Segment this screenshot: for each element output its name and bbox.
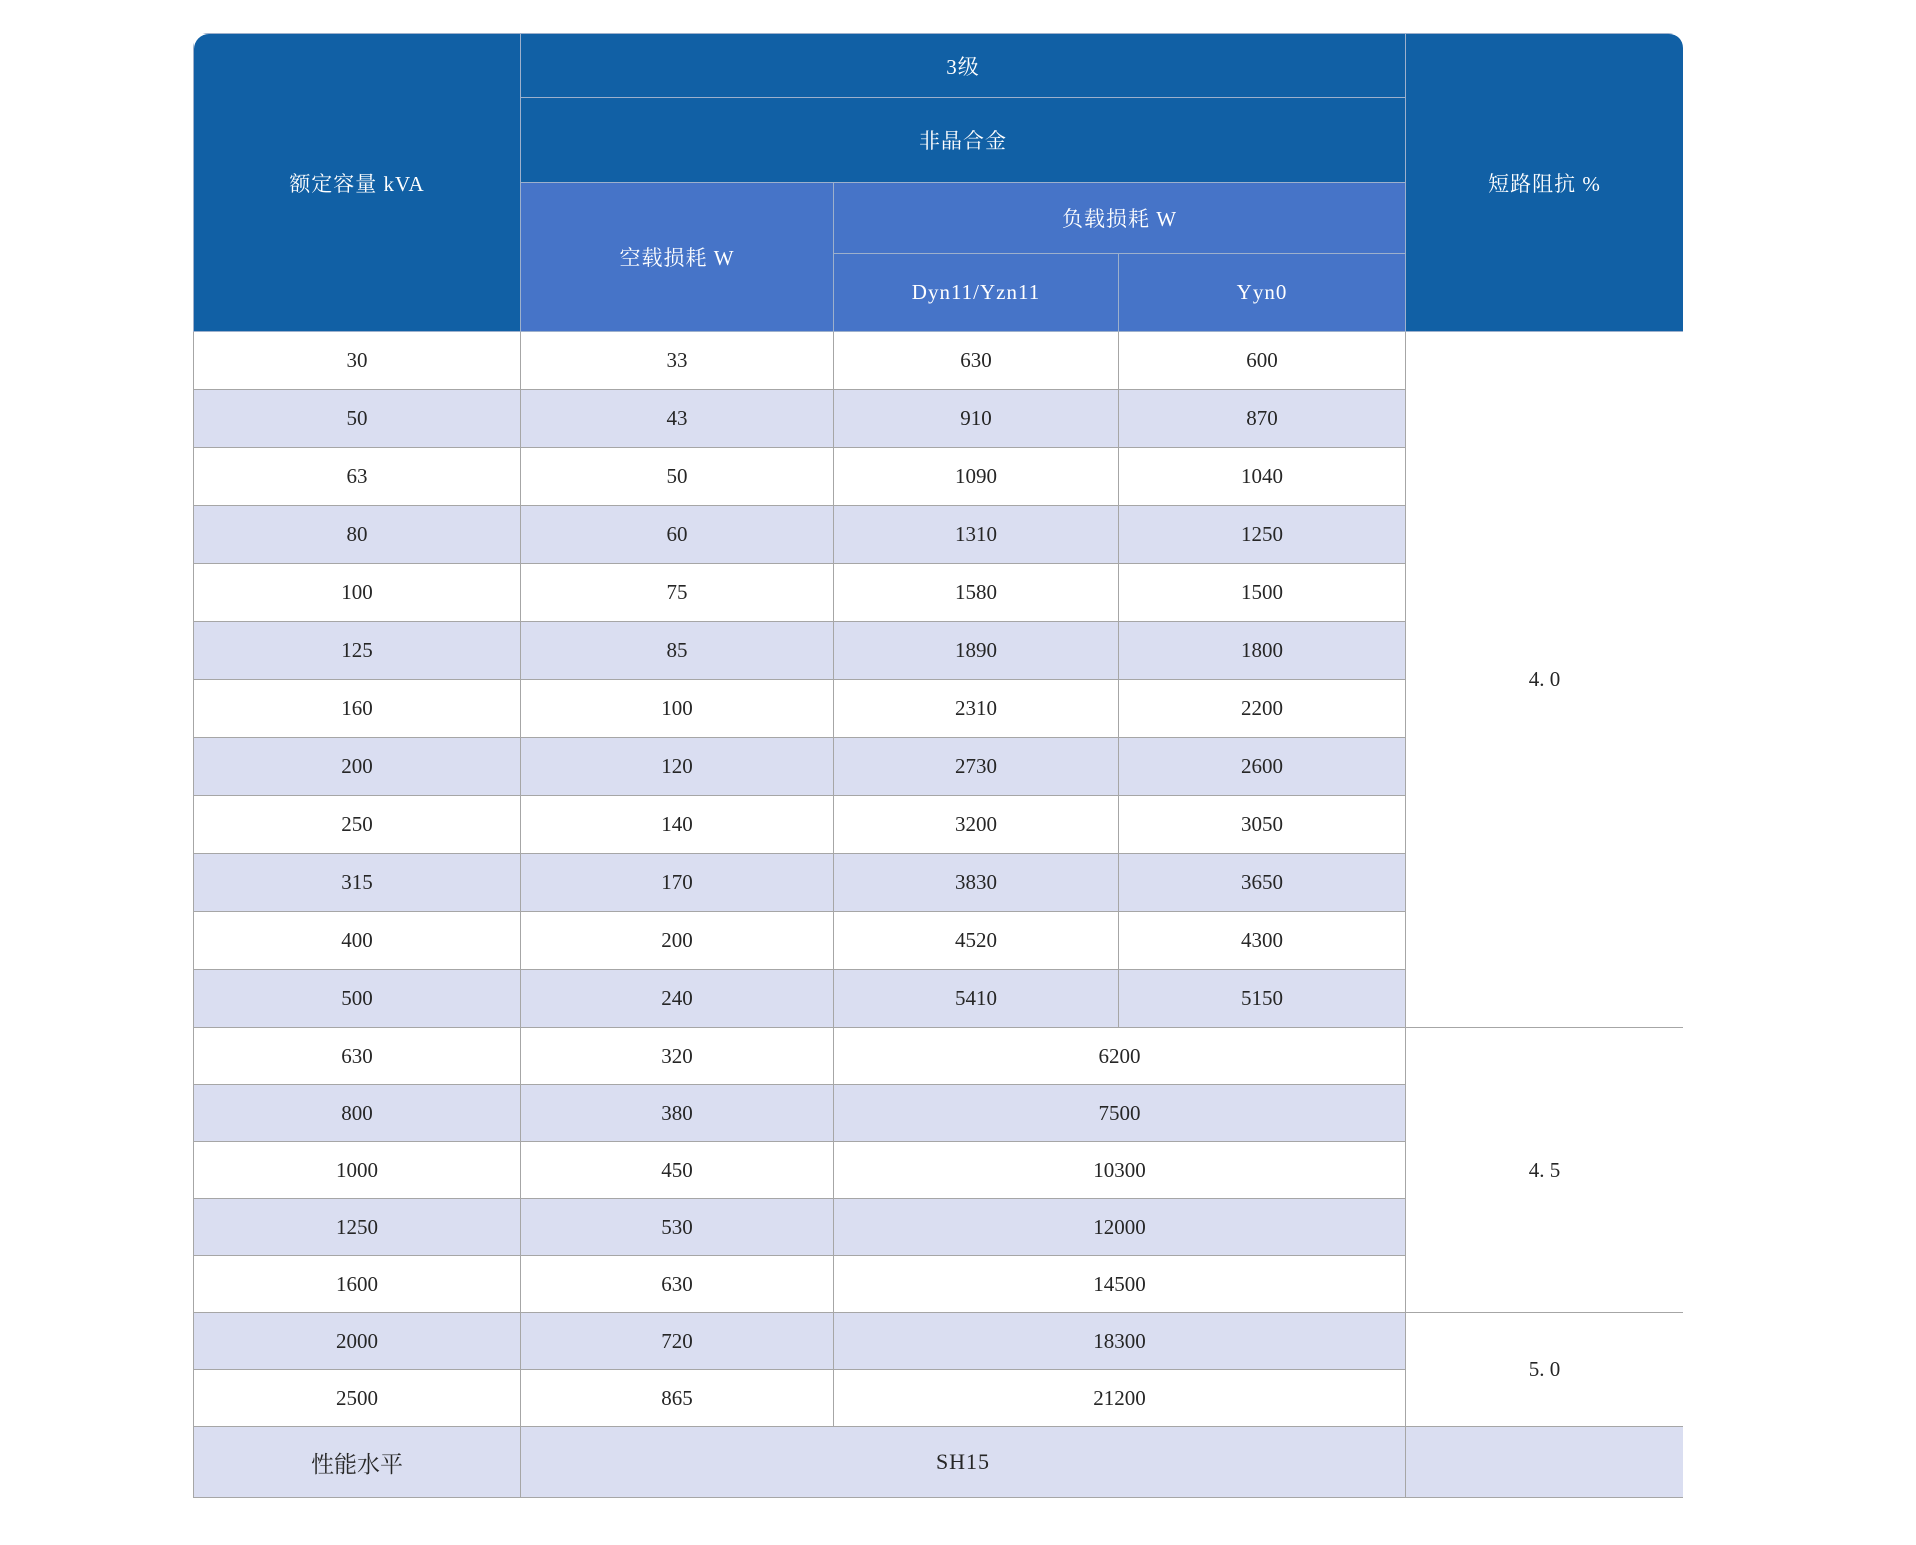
table-row: [194, 1313, 1684, 1370]
header-row-level: [194, 34, 1684, 98]
load-loss-yyn-cell: 2200: [1119, 680, 1406, 738]
header-level: 3级: [521, 34, 1406, 98]
header-material: 非晶合金: [521, 98, 1406, 183]
no-load-loss-cell: 140: [521, 796, 834, 854]
load-loss-yyn-cell: 3050: [1119, 796, 1406, 854]
impedance-cell: 4. 0: [1406, 332, 1684, 1028]
table-body: [194, 332, 1684, 1427]
performance-level-label: 性能水平: [194, 1427, 521, 1498]
load-loss-yyn-cell: 1800: [1119, 622, 1406, 680]
load-loss-merged-cell: 18300: [834, 1313, 1406, 1370]
no-load-loss-cell: 865: [521, 1370, 834, 1427]
transformer-loss-spec-table: [193, 33, 1683, 1498]
no-load-loss-cell: 33: [521, 332, 834, 390]
impedance-cell: 5. 0: [1406, 1313, 1684, 1427]
capacity-cell: 1250: [194, 1199, 521, 1256]
load-loss-dyn-cell: 1310: [834, 506, 1119, 564]
load-loss-dyn-cell: 3200: [834, 796, 1119, 854]
capacity-cell: 63: [194, 448, 521, 506]
capacity-cell: 100: [194, 564, 521, 622]
capacity-cell: 400: [194, 912, 521, 970]
performance-level-value: SH15: [521, 1427, 1406, 1498]
capacity-cell: 630: [194, 1028, 521, 1085]
load-loss-dyn-cell: 3830: [834, 854, 1119, 912]
no-load-loss-cell: 50: [521, 448, 834, 506]
load-loss-yyn-cell: 1500: [1119, 564, 1406, 622]
header-yyn0: Yyn0: [1119, 254, 1406, 332]
load-loss-dyn-cell: 5410: [834, 970, 1119, 1028]
capacity-cell: 200: [194, 738, 521, 796]
capacity-cell: 125: [194, 622, 521, 680]
no-load-loss-cell: 75: [521, 564, 834, 622]
load-loss-yyn-cell: 4300: [1119, 912, 1406, 970]
load-loss-yyn-cell: 1040: [1119, 448, 1406, 506]
load-loss-dyn-cell: 2310: [834, 680, 1119, 738]
capacity-cell: 250: [194, 796, 521, 854]
capacity-cell: 2500: [194, 1370, 521, 1427]
no-load-loss-cell: 85: [521, 622, 834, 680]
header-short-circuit-impedance: 短路阻抗 %: [1406, 34, 1684, 332]
capacity-cell: 80: [194, 506, 521, 564]
no-load-loss-cell: 630: [521, 1256, 834, 1313]
no-load-loss-cell: 450: [521, 1142, 834, 1199]
performance-level-row: [194, 1427, 1684, 1498]
no-load-loss-cell: 530: [521, 1199, 834, 1256]
load-loss-dyn-cell: 630: [834, 332, 1119, 390]
load-loss-yyn-cell: 2600: [1119, 738, 1406, 796]
capacity-cell: 30: [194, 332, 521, 390]
load-loss-dyn-cell: 910: [834, 390, 1119, 448]
header-rated-capacity: 额定容量 kVA: [194, 34, 521, 332]
load-loss-yyn-cell: 600: [1119, 332, 1406, 390]
load-loss-yyn-cell: 870: [1119, 390, 1406, 448]
table-row: [194, 332, 1684, 390]
table-row: [194, 1028, 1684, 1085]
load-loss-yyn-cell: 3650: [1119, 854, 1406, 912]
load-loss-yyn-cell: 1250: [1119, 506, 1406, 564]
load-loss-dyn-cell: 4520: [834, 912, 1119, 970]
impedance-cell: 4. 5: [1406, 1028, 1684, 1313]
load-loss-merged-cell: 14500: [834, 1256, 1406, 1313]
header-no-load-loss: 空载损耗 W: [521, 183, 834, 332]
load-loss-merged-cell: 7500: [834, 1085, 1406, 1142]
no-load-loss-cell: 170: [521, 854, 834, 912]
capacity-cell: 1000: [194, 1142, 521, 1199]
load-loss-dyn-cell: 1890: [834, 622, 1119, 680]
load-loss-merged-cell: 21200: [834, 1370, 1406, 1427]
no-load-loss-cell: 120: [521, 738, 834, 796]
capacity-cell: 800: [194, 1085, 521, 1142]
no-load-loss-cell: 720: [521, 1313, 834, 1370]
no-load-loss-cell: 380: [521, 1085, 834, 1142]
capacity-cell: 1600: [194, 1256, 521, 1313]
header-dyn11-yzn11: Dyn11/Yzn11: [834, 254, 1119, 332]
load-loss-merged-cell: 10300: [834, 1142, 1406, 1199]
no-load-loss-cell: 320: [521, 1028, 834, 1085]
load-loss-dyn-cell: 1090: [834, 448, 1119, 506]
load-loss-dyn-cell: 2730: [834, 738, 1119, 796]
load-loss-merged-cell: 6200: [834, 1028, 1406, 1085]
capacity-cell: 160: [194, 680, 521, 738]
no-load-loss-cell: 100: [521, 680, 834, 738]
spec-table-container: [193, 33, 1683, 1498]
no-load-loss-cell: 60: [521, 506, 834, 564]
capacity-cell: 500: [194, 970, 521, 1028]
no-load-loss-cell: 240: [521, 970, 834, 1028]
load-loss-dyn-cell: 1580: [834, 564, 1119, 622]
capacity-cell: 50: [194, 390, 521, 448]
capacity-cell: 315: [194, 854, 521, 912]
capacity-cell: 2000: [194, 1313, 521, 1370]
performance-level-impedance-empty: [1406, 1427, 1684, 1498]
no-load-loss-cell: 43: [521, 390, 834, 448]
no-load-loss-cell: 200: [521, 912, 834, 970]
load-loss-merged-cell: 12000: [834, 1199, 1406, 1256]
header-load-loss: 负载损耗 W: [834, 183, 1406, 254]
load-loss-yyn-cell: 5150: [1119, 970, 1406, 1028]
